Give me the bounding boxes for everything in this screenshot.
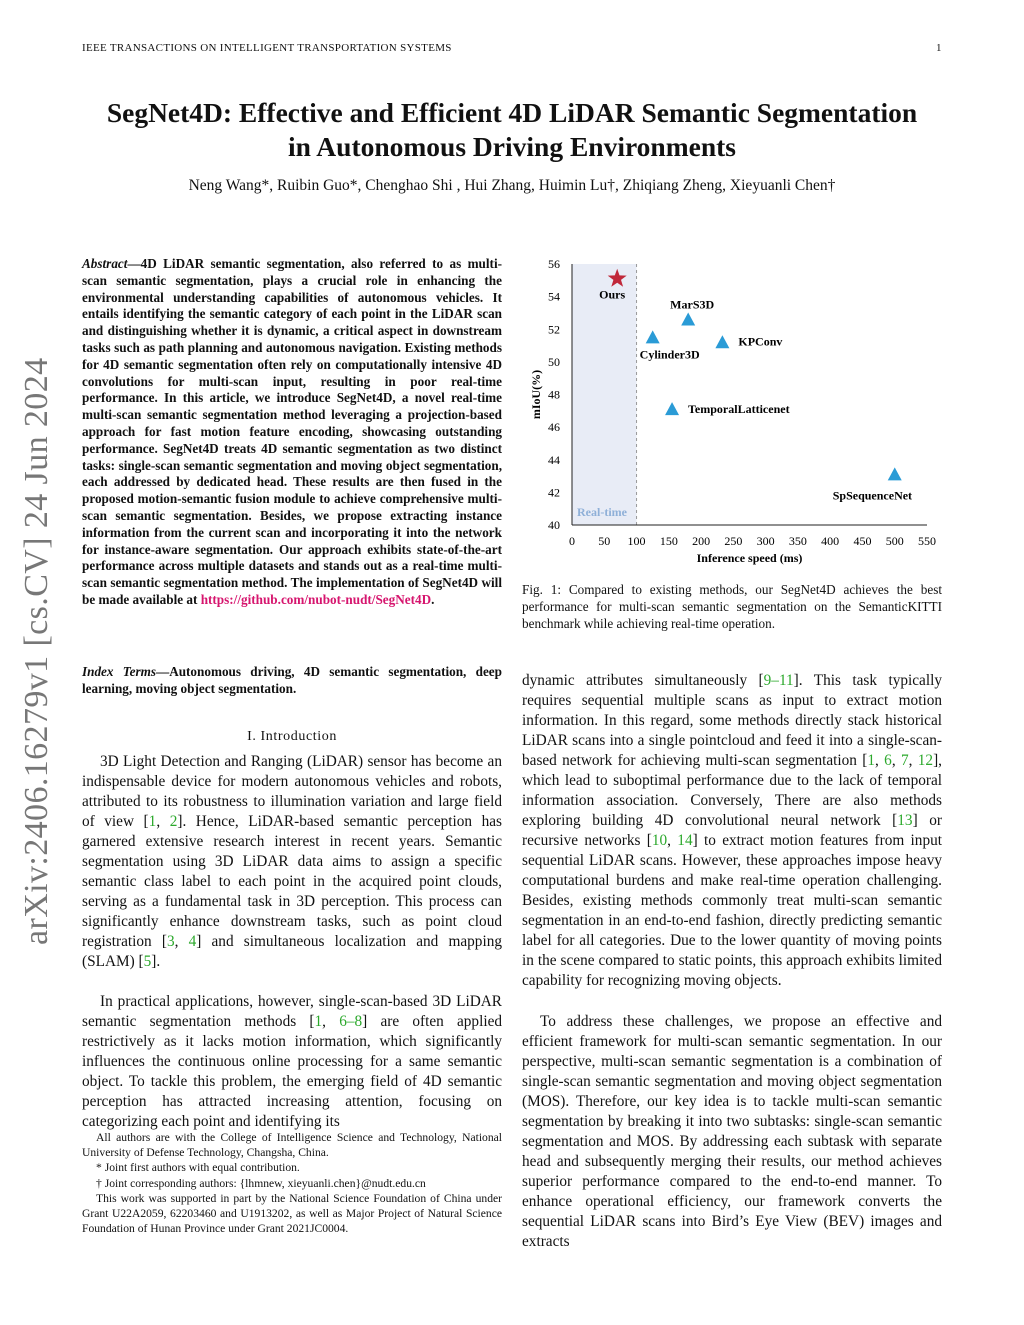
intro-text: ] are often applied restrictively as it lacks motion information, which significantly influences the continuous online processing for a same semantic object. To tackle this problem, the emerging field of 4D semantic perception has attracted increasing attention, focusing on categorizing each point and identifying its — [82, 1013, 503, 1130]
x-tick-label: 450 — [853, 534, 872, 548]
footnote-corresponding: † Joint corresponding authors: {lhmnew, xieyuanli.chen}@nudt.edu.cn — [96, 1176, 426, 1190]
title-line-2: in Autonomous Driving Environments — [288, 131, 736, 162]
separator: , — [875, 752, 885, 769]
separator: , — [908, 752, 918, 769]
index-terms — [82, 664, 502, 698]
figure-chart — [522, 250, 942, 570]
y-tick-label: 40 — [548, 518, 560, 532]
y-axis-label: mIoU(%) — [529, 369, 543, 420]
x-tick-label: 0 — [569, 534, 575, 548]
x-tick-label: 150 — [659, 534, 678, 548]
point-triangle-marker — [665, 402, 679, 415]
title-line-1: SegNet4D: Effective and Efficient 4D LiDAR Semantic Segmentation — [106, 97, 918, 128]
x-tick-label: 100 — [627, 534, 646, 548]
footnote-funding: This work was supported in part by the National Science Foundation of China under Grant U22A2059, 62203460 and U1913202, as well as Major Project of Natural Science Foundation of Hunan Province under Grant 2021JC0004. — [82, 1191, 502, 1236]
author-list: Neng Wang*, Ruibin Guo*, Chenghao Shi , Hui Zhang, Huimin Lu†, Zhiqiang Zheng, Xieyuanli Chen† — [188, 177, 836, 194]
arxiv-stamp: arXiv:2406.16279v1 [cs.CV] 24 Jun 2024 — [18, 357, 55, 945]
separator: , — [891, 752, 901, 769]
citation-link[interactable]: 2 — [169, 813, 178, 830]
body-text: dynamic attributes simultaneously [ — [522, 672, 764, 689]
real-time-region — [572, 264, 637, 525]
point-triangle-marker — [888, 467, 902, 480]
x-axis-label: Inference speed (ms) — [696, 551, 803, 565]
x-tick-label: 500 — [885, 534, 904, 548]
page-number: 1 — [936, 42, 942, 54]
separator: , — [322, 1013, 340, 1030]
github-link[interactable]: https://github.com/nubot-nudt/SegNet4D — [200, 591, 432, 607]
x-tick-label: 50 — [598, 534, 611, 548]
footnote-affiliation: All authors are with the College of Intelligence Science and Technology, National University of Defense Technology, Changsha, China. — [82, 1131, 502, 1160]
citation-link[interactable]: 3 — [166, 933, 175, 950]
y-tick-label: 46 — [548, 420, 560, 435]
x-tick-label: 300 — [756, 534, 775, 548]
index-terms-text: —Autonomous driving, 4D semantic segmentation, deep learning, moving object segmentation. — [82, 664, 502, 696]
point-label: TemporalLatticenet — [688, 402, 790, 417]
citation-link[interactable]: 6–8 — [339, 1013, 363, 1030]
x-tick-label: 400 — [821, 534, 840, 548]
section-heading: I. Introduction — [247, 729, 337, 744]
y-tick-label: 50 — [548, 354, 560, 369]
intro-text: 3D Light Detection and Ranging (LiDAR) sensor has become an indispensable device for modern autonomous vehicles and robots, attributed to its robustness to illumination variation and large field of view [ — [82, 753, 502, 830]
intro-paragraph-1 — [82, 752, 502, 972]
point-label: MarS3D — [670, 297, 715, 312]
citation-link[interactable]: 14 — [677, 832, 693, 849]
y-tick-label: 42 — [548, 485, 560, 500]
citation-link[interactable]: 7 — [900, 752, 909, 769]
y-tick-label: 54 — [548, 289, 560, 304]
abstract-text: —4D LiDAR semantic segmentation, also referred to as multi-scan semantic segmentation, plays a crucial role in enhancing the environmental understanding capabilities of autonomous vehicles. It entails identifying the semantic category of each point in the LiDAR scan and distinguishing whether it is dynamic, a critical aspect in downstream tasks such as path planning and autonomous navigation. Existing methods for 4D semantic segmentation often rely on computationally intensive 4D convolutions for multi-scan input, resulting in poor real-time performance. In this article, we introduce SegNet4D, a novel real-time multi-scan semantic segmentation method leveraging a projection-based approach for fast motion feature encoding, showcasing outstanding performance. SegNet4D treats 4D semantic segmentation as two distinct tasks: single-scan semantic segmentation and moving object segmentation, each addressed by dedicated head. These results are then fused in the proposed motion-semantic fusion module to achieve comprehensive multi-scan semantic segmentation. Besides, we propose extracting instance information from the current scan and incorporating it into the network for instance-aware segmentation. Our approach exhibits state-of-the-art performance across multiple datasets and stands out as a real-time multi-scan semantic segmentation method. The implementation of SegNet4D will be made available at — [82, 256, 502, 607]
citation-link[interactable]: 5 — [143, 953, 152, 970]
x-tick-label: 200 — [692, 534, 711, 548]
journal-header: IEEE TRANSACTIONS ON INTELLIGENT TRANSPORTATION SYSTEMS — [82, 42, 452, 54]
abstract-end: . — [431, 591, 435, 607]
y-tick-label: 52 — [548, 322, 560, 337]
abstract-label: Abstract — [82, 256, 128, 271]
figure-caption: Fig. 1: Compared to existing methods, our SegNet4D achieves the best performance for multi-scan semantic segmentation on the SemanticKITTI benchmark while achieving real-time operation. — [522, 582, 942, 631]
body-text: ] or recursive networks [ — [522, 812, 942, 849]
citation-link[interactable]: 1 — [314, 1013, 323, 1030]
citation-link[interactable]: 9–11 — [763, 672, 794, 689]
separator: , — [174, 933, 189, 950]
abstract — [82, 256, 502, 609]
right-paragraph-2 — [522, 1012, 942, 1252]
citation-link[interactable]: 12 — [917, 752, 934, 769]
point-triangle-marker — [681, 312, 695, 325]
x-tick-label: 350 — [788, 534, 807, 548]
point-triangle-marker — [715, 335, 729, 348]
paper-title — [60, 96, 964, 164]
citation-link[interactable]: 6 — [884, 752, 892, 769]
citation-link[interactable]: 1 — [867, 752, 876, 769]
y-tick-label: 48 — [548, 387, 560, 402]
separator: , — [156, 813, 170, 830]
intro-text: ] and simultaneous localization and mapping (SLAM) [ — [82, 933, 502, 970]
body-text: ], which lead to suboptimal performance due to the lack of temporal information association. Conversely, There are also methods exploring building 4D convolutional neural network [ — [522, 752, 942, 829]
point-label: Cylinder3D — [639, 347, 700, 362]
index-terms-label: Index Terms — [82, 664, 156, 679]
body-text: To address these challenges, we propose an effective and efficient framework for multi-scan semantic segmentation. In our perspective, multi-scan semantic segmentation is a combination of single-scan semantic segmentation and moving object segmentation (MOS). Therefore, our key idea is to tackle multi-scan semantic segmentation by breaking it into two subtasks: single-scan semantic segmentation and MOS. By addressing each subtask with separate head and subsequently merging their results, our method achieves superior performance compared to the end-to-end manner. To enhance operational efficiency, our framework converts the sequential LiDAR scans into Bird’s Eye View (BEV) images and extracts — [522, 1013, 942, 1250]
footnotes — [82, 1130, 502, 1236]
y-tick-label: 44 — [548, 452, 560, 467]
intro-paragraph-2 — [82, 992, 502, 1132]
footnote-equal-contribution: * Joint first authors with equal contribution. — [96, 1161, 300, 1175]
point-label: KPConv — [738, 334, 783, 349]
point-label: SpSequenceNet — [832, 488, 913, 503]
intro-text: ]. Hence, LiDAR-based semantic perception has garnered extensive research interest in recent years. Semantic segmentation using 3D LiDAR data aims to assign a specific semantic class label to each point in the acquired point clouds, serving as a fundamental task in 3D perception. This process can significantly enhance downstream tasks, such as point cloud registration [ — [82, 813, 502, 950]
citation-link[interactable]: 10 — [651, 832, 668, 849]
separator: , — [667, 832, 678, 849]
y-tick-label: 56 — [548, 257, 560, 271]
real-time-label: Real-time — [577, 505, 627, 519]
citation-link[interactable]: 1 — [148, 813, 157, 830]
body-text: ]. This task typically requires sequential multiple scans as input to extract motion information. In this regard, some methods directly stack historical LiDAR scans into a single pointcloud and feed it into a single-scan-based network for achieving multi-scan segmentation [ — [522, 672, 942, 769]
body-text: ] to extract motion features from input sequential LiDAR scans. However, these approaches impose heavy computational burdens and make real-time operation challenging. Besides, existing methods commonly treat multi-scan semantic segmentation in an end-to-end fashion, directly predicting semantic label for all categories. Due to the lower quantity of moving points in the scene compared to static points, this approach exhibits limited capability for recognizing moving objects. — [522, 832, 942, 989]
point-label: Ours — [599, 287, 626, 302]
x-tick-label: 250 — [724, 534, 743, 548]
x-tick-label: 550 — [918, 534, 936, 548]
intro-text: In practical applications, however, single-scan-based 3D LiDAR semantic segmentation methods [ — [82, 993, 502, 1030]
right-paragraph-1 — [522, 671, 942, 991]
citation-link[interactable]: 13 — [897, 812, 913, 829]
citation-link[interactable]: 4 — [188, 933, 197, 950]
point-triangle-marker — [646, 330, 660, 343]
intro-text: ]. — [151, 953, 161, 970]
